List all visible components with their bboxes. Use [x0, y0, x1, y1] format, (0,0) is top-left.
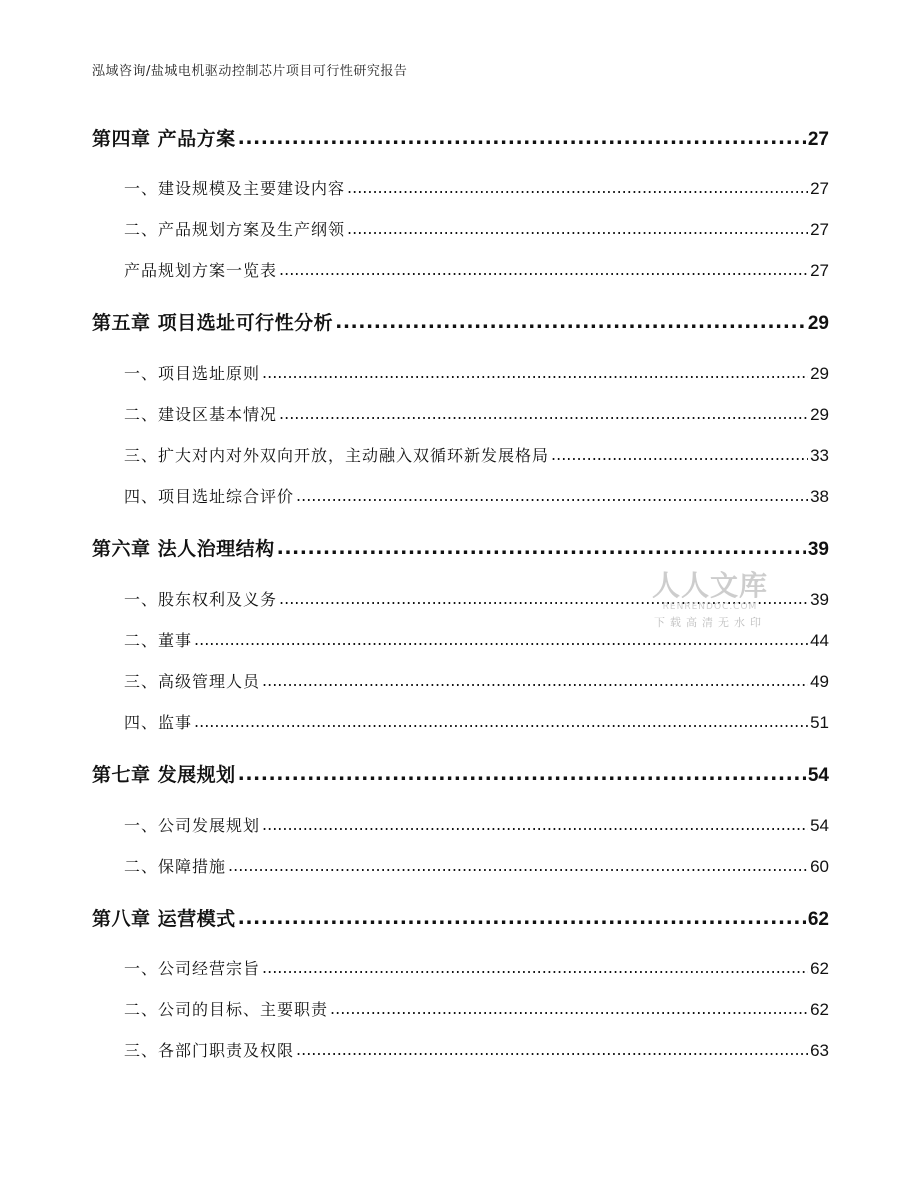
- toc-leader-dots: [194, 712, 808, 731]
- toc-entry[interactable]: [92, 854, 829, 877]
- toc-leader-dots: [296, 1040, 808, 1059]
- toc-entry-label: 产品规划方案及生产纲领: [158, 220, 346, 239]
- toc-entry-label: 公司的目标、主要职责: [158, 1000, 329, 1019]
- toc-entry-number: 三、: [124, 1041, 159, 1060]
- toc-entry-label: 各部门职责及权限: [158, 1041, 295, 1060]
- toc-entry[interactable]: [92, 361, 829, 384]
- toc-page-number: 33: [810, 446, 829, 465]
- toc-page-number: 54: [810, 816, 829, 835]
- toc-entry-number: 一、: [124, 590, 159, 609]
- toc-entry-number: 三、: [124, 672, 159, 691]
- toc-entry[interactable]: [92, 997, 829, 1020]
- toc-entry[interactable]: [92, 628, 829, 651]
- watermark-logo: 人人文库: [651, 569, 768, 602]
- toc-entry[interactable]: [92, 258, 829, 281]
- toc-leader-dots: [279, 404, 808, 423]
- toc-entry[interactable]: [92, 669, 829, 692]
- toc-page-number: 27: [810, 261, 829, 280]
- toc-entry-number: 一、: [124, 179, 159, 198]
- toc-page-number: 51: [810, 713, 829, 732]
- toc-entry[interactable]: [92, 217, 829, 240]
- toc-entry[interactable]: [92, 956, 829, 979]
- toc-entry[interactable]: [92, 710, 829, 733]
- toc-entry-number: 二、: [124, 405, 159, 424]
- watermark-subtitle: 下载高清无水印: [654, 616, 766, 629]
- toc-page-number: 60: [810, 857, 829, 876]
- toc-chapter-4[interactable]: [92, 124, 829, 151]
- toc-leader-dots: [279, 589, 808, 608]
- toc-page-number: 63: [810, 1041, 829, 1060]
- toc-page-number: 29: [810, 405, 829, 424]
- toc-page-number: 62: [810, 959, 829, 978]
- toc-entry-label: 董事: [158, 631, 193, 650]
- toc-entry-number: 二、: [124, 631, 159, 650]
- toc-leader-dots: [296, 486, 808, 505]
- toc-page-number: 62: [810, 1000, 829, 1019]
- toc-page-number: 49: [810, 672, 829, 691]
- toc-leader-dots: [330, 999, 808, 1018]
- toc-entry-label: 第六章 法人治理结构: [92, 538, 275, 560]
- toc-entry-label: 公司发展规划: [158, 816, 261, 835]
- toc-entry-number: 三、: [124, 446, 159, 465]
- toc-leader-dots: [277, 537, 806, 559]
- toc-entry-number: 四、: [124, 713, 159, 732]
- toc-leader-dots: [238, 763, 806, 785]
- toc-entry-label: 监事: [158, 713, 193, 732]
- toc-entry[interactable]: [92, 587, 829, 610]
- toc-page-number: 27: [810, 220, 829, 239]
- toc-chapter-7[interactable]: [92, 760, 829, 787]
- toc-entry[interactable]: [92, 176, 829, 199]
- toc-entry-number: 一、: [124, 364, 159, 383]
- toc-page-number: 39: [810, 590, 829, 609]
- toc-entry-label: 公司经营宗旨: [158, 959, 261, 978]
- toc-leader-dots: [551, 445, 808, 464]
- toc-entry-label: 第四章 产品方案: [92, 128, 236, 150]
- toc-chapter-8[interactable]: [92, 904, 829, 931]
- toc-leader-dots: [262, 815, 808, 834]
- toc-page-number: 29: [810, 364, 829, 383]
- toc-leader-dots: [262, 958, 808, 977]
- toc-page-number: 44: [810, 631, 829, 650]
- toc-entry[interactable]: [92, 443, 829, 466]
- toc-page-number: 54: [807, 765, 829, 786]
- toc-page-number: 38: [810, 487, 829, 506]
- toc-leader-dots: [347, 219, 808, 238]
- running-header: 泓域咨询/盐城电机驱动控制芯片项目可行性研究报告: [92, 64, 408, 79]
- toc-entry-number: 二、: [124, 1000, 159, 1019]
- watermark-url: RENRENDOC.COM: [662, 602, 758, 612]
- toc-leader-dots: [238, 127, 806, 149]
- toc-entry[interactable]: [92, 813, 829, 836]
- toc-entry-label: 股东权利及义务: [158, 590, 278, 609]
- toc-page-number: 62: [807, 909, 829, 930]
- toc-entry-number: 二、: [124, 857, 159, 876]
- toc-leader-dots: [238, 907, 806, 929]
- toc-entry-number: 一、: [124, 816, 159, 835]
- toc-entry-label: 建设区基本情况: [158, 405, 278, 424]
- toc-entry-number: 一、: [124, 959, 159, 978]
- toc-entry-label: 项目选址原则: [158, 364, 261, 383]
- toc-entry-label: 建设规模及主要建设内容: [158, 179, 346, 198]
- toc-chapter-5[interactable]: [92, 308, 829, 335]
- toc-entry-label: 高级管理人员: [158, 672, 261, 691]
- toc-leader-dots: [262, 363, 808, 382]
- toc-entry-label: 扩大对内对外双向开放，主动融入双循环新发展格局: [158, 446, 550, 465]
- toc-entry-number: 二、: [124, 220, 159, 239]
- toc-page-number: 39: [807, 539, 829, 560]
- toc-page-number: 27: [807, 129, 829, 150]
- toc-entry[interactable]: [92, 484, 829, 507]
- toc-leader-dots: [194, 630, 808, 649]
- toc-entry-label: 第五章 项目选址可行性分析: [92, 312, 334, 334]
- toc-entry-label: 第八章 运营模式: [92, 908, 236, 930]
- toc-entry-label: 项目选址综合评价: [158, 487, 295, 506]
- toc-chapter-6[interactable]: [92, 534, 829, 561]
- toc-entry-label: 第七章 发展规划: [92, 764, 236, 786]
- toc-leader-dots: [279, 260, 808, 279]
- toc-page-number: 29: [807, 313, 829, 334]
- toc-entry[interactable]: [92, 402, 829, 425]
- toc-entry[interactable]: [92, 1038, 829, 1061]
- toc-leader-dots: [262, 671, 808, 690]
- toc-entry-number: 四、: [124, 487, 159, 506]
- toc-leader-dots: [347, 178, 808, 197]
- toc-leader-dots: [335, 311, 806, 333]
- toc-entry-label: 保障措施: [158, 857, 227, 876]
- toc-page-number: 27: [810, 179, 829, 198]
- toc-leader-dots: [228, 856, 808, 875]
- toc-entry-label: 产品规划方案一览表: [124, 261, 278, 280]
